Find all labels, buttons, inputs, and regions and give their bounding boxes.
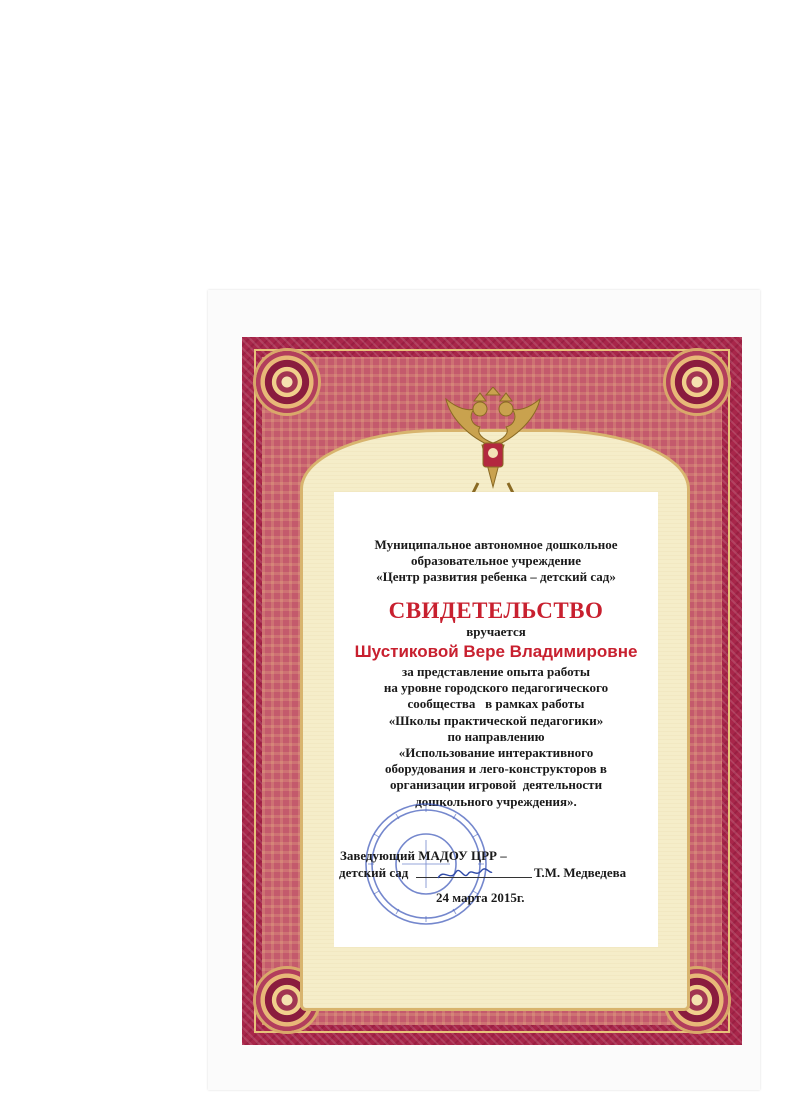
rosette-ornament [256, 351, 318, 413]
awarded-label: вручается [466, 624, 526, 639]
description-line: «Школы практической педагогики» [388, 712, 604, 728]
signatory-organization: детский сад [339, 865, 409, 880]
description-line: на уровне городского педагогического [383, 680, 609, 696]
issue-date: 24 марта 2015г. [436, 890, 525, 905]
institution-name [334, 537, 658, 585]
description-line: за представление опыта работы [402, 664, 590, 679]
description-line: по направлению [447, 728, 545, 744]
recipient-name: Шустиковой Вере Владимировне [354, 642, 638, 661]
description-line: сообщества в рамках работы [407, 696, 585, 712]
rosette-ornament [666, 351, 728, 413]
institution-line: образовательное учреждение [411, 553, 581, 568]
institution-line: Муниципальное автономное дошкольное [374, 537, 618, 552]
institution-line: «Центр развития ребенка – детский сад» [376, 569, 616, 584]
signatory-position: Заведующий МАДОУ ЦРР – [340, 848, 507, 863]
double-headed-eagle-emblem-icon [438, 387, 548, 497]
certificate-text-area [334, 492, 658, 947]
description-line: оборудования и лего-конструкторов в [385, 761, 607, 777]
certificate-title: СВИДЕТЕЛЬСТВО [388, 598, 604, 623]
description-line: дошкольного учреждения». [415, 793, 577, 809]
signatory-name: Т.М. Медведева [534, 865, 627, 880]
award-description [334, 664, 658, 810]
description-line: «Использование интерактивного [398, 745, 594, 761]
handwritten-signature-icon [434, 864, 494, 884]
description-line: организации игровой деятельности [389, 777, 603, 793]
